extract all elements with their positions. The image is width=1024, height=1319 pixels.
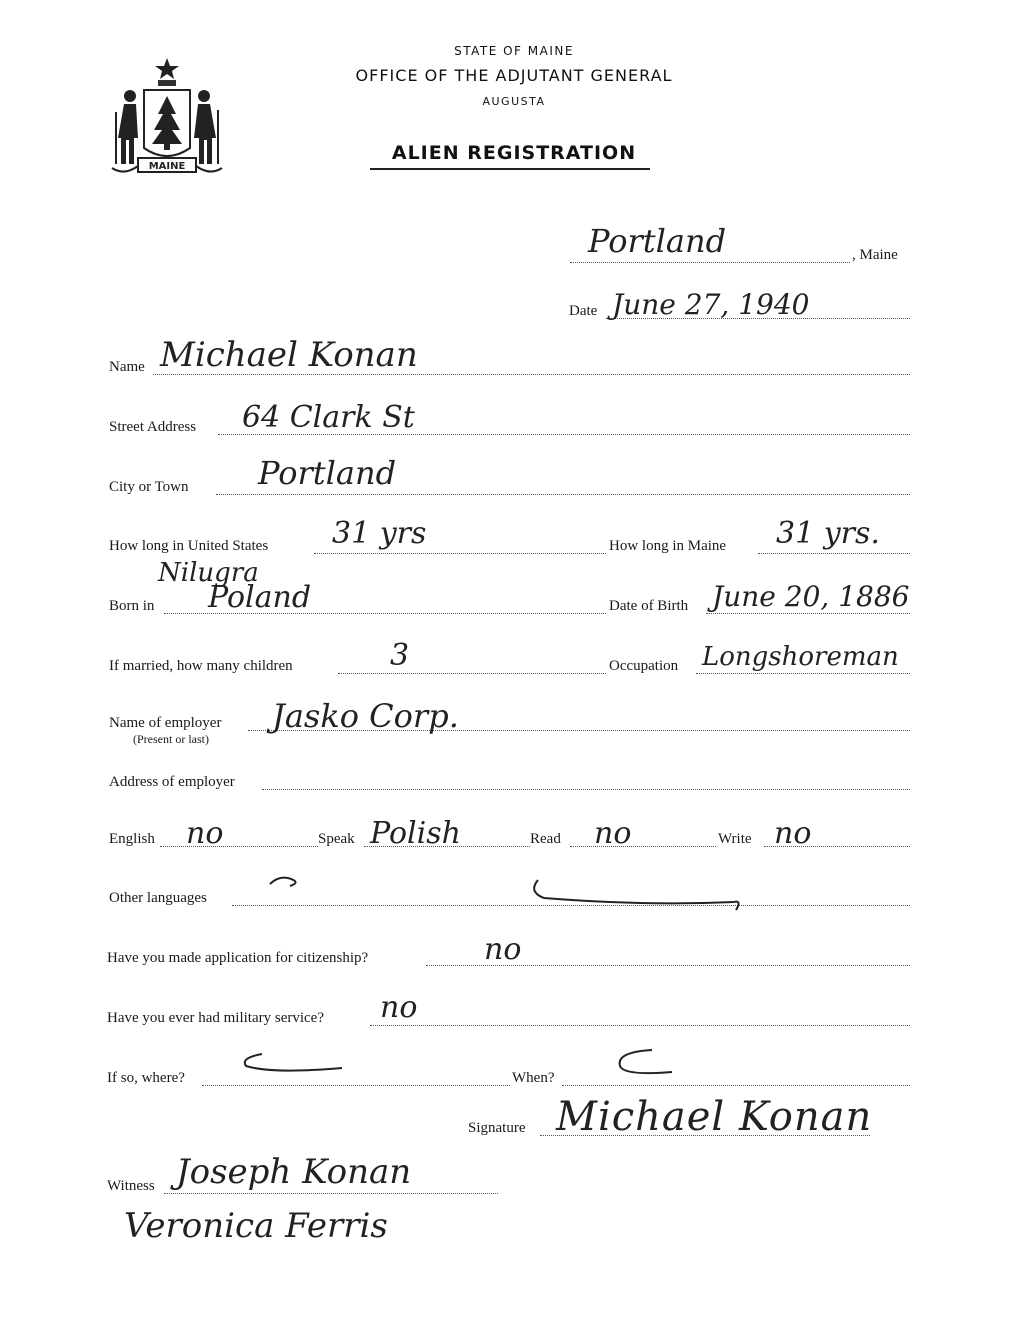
name-value: Michael Konan bbox=[160, 335, 418, 375]
military-label: Have you ever had military service? bbox=[107, 1010, 324, 1026]
if-so-where-dash bbox=[232, 1044, 682, 1086]
how-long-maine-line bbox=[758, 553, 910, 554]
born-in-town-value: Nilugra bbox=[158, 558, 259, 588]
speak-label: Speak bbox=[318, 831, 355, 847]
date-value: June 27, 1940 bbox=[612, 288, 810, 321]
occupation-line bbox=[696, 673, 910, 674]
signature-value: Michael Konan bbox=[556, 1094, 873, 1140]
svg-text:MAINE: MAINE bbox=[148, 161, 186, 172]
how-long-maine-label: How long in Maine bbox=[609, 538, 727, 554]
children-line bbox=[338, 673, 606, 674]
place-value: Portland bbox=[588, 222, 727, 260]
city-line bbox=[216, 494, 910, 495]
write-value: no bbox=[774, 816, 812, 851]
city-value: Portland bbox=[258, 454, 397, 492]
date-label: Date bbox=[569, 303, 598, 319]
occupation-label: Occupation bbox=[609, 658, 679, 674]
when-label: When? bbox=[512, 1070, 555, 1086]
born-in-label: Born in bbox=[109, 598, 155, 614]
witness-label: Witness bbox=[107, 1178, 155, 1194]
date-of-birth-label: Date of Birth bbox=[609, 598, 689, 614]
how-long-us-line bbox=[314, 553, 606, 554]
citizenship-label: Have you made application for citizenship? bbox=[107, 950, 369, 966]
place-line bbox=[570, 262, 850, 263]
speak-value: Polish bbox=[370, 816, 461, 851]
date-of-birth-line bbox=[706, 613, 910, 614]
read-label: Read bbox=[530, 831, 561, 847]
english-line bbox=[160, 846, 318, 847]
born-in-value: Poland bbox=[208, 580, 312, 615]
city-heading: AUGUSTA bbox=[482, 95, 546, 108]
citizenship-value: no bbox=[484, 932, 522, 967]
military-line bbox=[370, 1025, 910, 1026]
read-line bbox=[570, 846, 716, 847]
employer-address-line bbox=[262, 789, 910, 790]
english-label: English bbox=[109, 831, 155, 847]
witness-2-value: Veronica Ferris bbox=[124, 1206, 388, 1246]
children-label: If married, how many children bbox=[109, 658, 293, 674]
other-languages-dash bbox=[262, 870, 752, 916]
employer-value: Jasko Corp. bbox=[272, 697, 459, 735]
witness-1-value: Joseph Konan bbox=[176, 1152, 412, 1192]
employer-sub-label: (Present or last) bbox=[133, 732, 209, 746]
english-value: no bbox=[186, 816, 224, 851]
employer-address-label: Address of employer bbox=[109, 774, 235, 790]
form-title: ALIEN REGISTRATION bbox=[391, 142, 637, 164]
children-value: 3 bbox=[390, 638, 410, 673]
title-underline bbox=[370, 168, 650, 170]
name-label: Name bbox=[109, 359, 145, 375]
how-long-us-value: 31 yrs bbox=[332, 516, 427, 551]
office-heading: OFFICE OF THE ADJUTANT GENERAL bbox=[355, 66, 673, 85]
street-address-value: 64 Clark St bbox=[242, 400, 415, 435]
street-address-label: Street Address bbox=[109, 419, 197, 435]
read-value: no bbox=[594, 816, 632, 851]
employer-label: Name of employer bbox=[109, 715, 222, 731]
city-label: City or Town bbox=[109, 479, 189, 495]
maine-label: , Maine bbox=[852, 247, 898, 263]
date-of-birth-value: June 20, 1886 bbox=[712, 580, 910, 613]
occupation-value: Longshoreman bbox=[702, 642, 899, 672]
state-heading: STATE OF MAINE bbox=[454, 44, 574, 58]
other-languages-label: Other languages bbox=[109, 890, 207, 906]
how-long-maine-value: 31 yrs. bbox=[776, 516, 880, 551]
witness-line bbox=[164, 1193, 498, 1194]
if-so-where-label: If so, where? bbox=[107, 1070, 185, 1086]
write-label: Write bbox=[718, 831, 752, 847]
military-value: no bbox=[380, 990, 418, 1025]
how-long-us-label: How long in United States bbox=[109, 538, 269, 554]
signature-label: Signature bbox=[468, 1120, 526, 1136]
